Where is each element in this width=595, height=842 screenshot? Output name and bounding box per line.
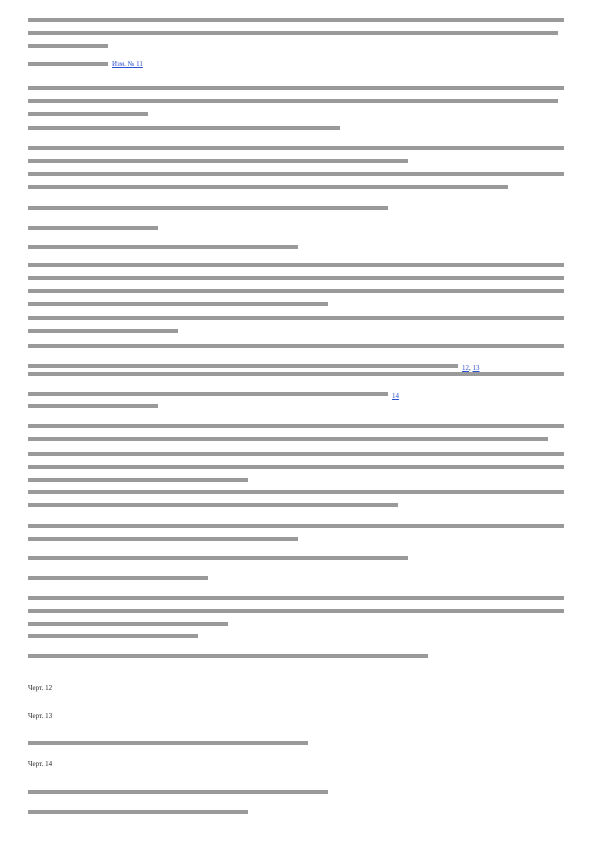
paragraph-1-3-5 [28, 86, 566, 116]
drawing-link-12[interactable]: 12 [462, 364, 469, 372]
list-item-b3 [28, 810, 566, 814]
paragraph-1-4-2 [28, 316, 566, 333]
paragraph-1 [28, 18, 566, 48]
list-item-b2 [28, 654, 566, 658]
paragraph-1-4-6 [28, 596, 566, 626]
drawing-link-13[interactable]: 13 [472, 364, 480, 372]
list-item-a2 [28, 634, 566, 638]
paragraph-5 [28, 146, 566, 163]
text-bar [28, 392, 388, 396]
list-item-1 [28, 790, 566, 794]
amendment-link[interactable]: Изм. № 11 [112, 60, 143, 68]
amendment-note [28, 404, 566, 408]
introduced-note [28, 226, 566, 230]
amendment-note-2 [28, 576, 566, 580]
drawing-link-14[interactable]: 14 [392, 392, 399, 400]
amendment-prefix-bar [28, 62, 108, 66]
paragraph-1-4-1 [28, 263, 566, 306]
note-paragraph [28, 206, 566, 210]
list-item-b [28, 524, 566, 541]
paragraph-1-4-5 [28, 452, 566, 482]
drawing-label-14: Черт. 14 [28, 760, 53, 768]
drawing-label-12: Черт. 12 [28, 684, 53, 692]
paragraph-6 [28, 172, 566, 189]
section-heading [28, 245, 566, 249]
drawing-label-13: Черт. 13 [28, 712, 53, 720]
amendment-line [28, 60, 143, 68]
deviation-note [28, 741, 566, 745]
paragraph-1-4-3 [28, 372, 566, 400]
paragraph-holes [28, 556, 566, 560]
paragraph-refs-12-13: 12, 13 [28, 344, 566, 363]
list-item-a [28, 490, 566, 507]
paragraph-1-4-4 [28, 424, 566, 441]
text-bar [28, 364, 458, 368]
paragraph-4 [28, 126, 566, 130]
